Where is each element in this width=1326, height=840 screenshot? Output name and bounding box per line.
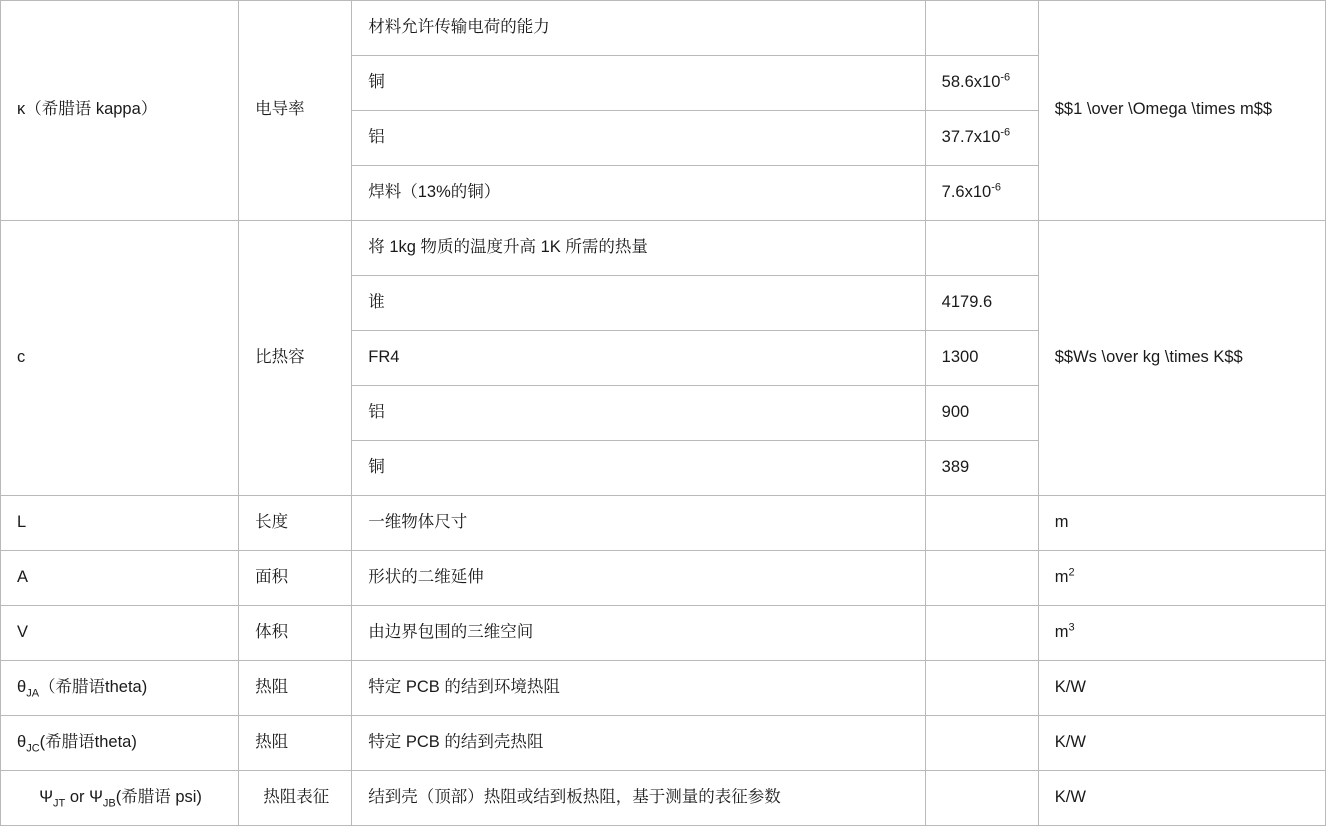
value-text: 1300 bbox=[941, 348, 979, 367]
symbol-cell bbox=[1, 496, 239, 551]
value-text bbox=[926, 168, 1038, 217]
symbol-text: L bbox=[17, 512, 27, 531]
value-base: 58.6x10 bbox=[941, 73, 1001, 92]
value-base: 7.6x10 bbox=[941, 183, 992, 202]
description-cell bbox=[352, 386, 925, 441]
table-row bbox=[1, 496, 1326, 551]
value-text: 389 bbox=[941, 458, 970, 477]
value-cell bbox=[925, 331, 1038, 386]
description-text: 铜 bbox=[368, 73, 385, 92]
name-text: 体积 bbox=[255, 622, 289, 641]
description-cell bbox=[352, 166, 925, 221]
value-text bbox=[926, 730, 1038, 756]
description-cell bbox=[352, 771, 925, 826]
table-row bbox=[1, 661, 1326, 716]
name-text: 比热容 bbox=[255, 347, 305, 366]
unit-text bbox=[1039, 609, 1325, 657]
description-text: 一维物体尺寸 bbox=[368, 513, 468, 532]
description-text: 材料允许传输电荷的能力 bbox=[368, 18, 550, 37]
value-cell bbox=[925, 56, 1038, 111]
description-text: 铝 bbox=[368, 128, 385, 147]
table-row bbox=[1, 1, 1326, 56]
value-text bbox=[926, 15, 1038, 41]
table-row bbox=[1, 606, 1326, 661]
symbol-cell bbox=[1, 661, 239, 716]
symbol-text bbox=[1, 719, 238, 767]
value-cell bbox=[925, 716, 1038, 771]
value-text: 900 bbox=[941, 403, 970, 422]
description-text: 由边界包围的三维空间 bbox=[368, 623, 534, 642]
symbol-text bbox=[1, 664, 238, 712]
name-cell bbox=[239, 661, 352, 716]
table-row bbox=[1, 716, 1326, 771]
description-cell bbox=[352, 56, 925, 111]
unit-cell bbox=[1038, 1, 1325, 221]
description-text: 谁 bbox=[368, 293, 385, 312]
table-row bbox=[1, 221, 1326, 276]
name-text: 热阻表征 bbox=[263, 787, 330, 806]
symbol-suffix: (希腊语theta) bbox=[39, 732, 137, 751]
unit-base: m bbox=[1054, 622, 1069, 641]
name-text: 面积 bbox=[255, 567, 289, 586]
name-cell bbox=[239, 1, 352, 221]
description-cell bbox=[352, 551, 925, 606]
value-text bbox=[926, 113, 1038, 162]
symbol-cell bbox=[1, 221, 239, 496]
value-text bbox=[926, 785, 1038, 811]
unit-line-1: $$1 \over \Omega \times bbox=[1054, 100, 1236, 119]
value-cell bbox=[925, 496, 1038, 551]
description-cell bbox=[352, 716, 925, 771]
description-cell bbox=[352, 111, 925, 166]
description-text: 结到壳（顶部）热阻或结到板热阻，基于测量的表征参数 bbox=[368, 788, 781, 807]
value-cell bbox=[925, 441, 1038, 496]
unit-base: K/W bbox=[1054, 787, 1086, 806]
description-cell bbox=[352, 1, 925, 56]
name-cell bbox=[239, 551, 352, 606]
unit-cell bbox=[1038, 771, 1325, 826]
value-cell bbox=[925, 111, 1038, 166]
unit-exponent: 2 bbox=[1068, 566, 1075, 579]
symbol-cell bbox=[1, 716, 239, 771]
symbol-text: A bbox=[17, 567, 29, 586]
value-text bbox=[926, 510, 1038, 536]
unit-exponent: 3 bbox=[1068, 621, 1075, 634]
symbol-cell bbox=[1, 551, 239, 606]
value-cell bbox=[925, 221, 1038, 276]
description-text: 特定 PCB 的结到环境热阻 bbox=[368, 678, 560, 697]
description-cell bbox=[352, 276, 925, 331]
description-cell bbox=[352, 496, 925, 551]
unit-base: K/W bbox=[1054, 677, 1086, 696]
value-text bbox=[926, 565, 1038, 591]
value-cell bbox=[925, 166, 1038, 221]
symbol-base: Ψ bbox=[39, 787, 54, 806]
symbol-cell bbox=[1, 771, 239, 826]
unit-cell bbox=[1038, 551, 1325, 606]
table-row bbox=[1, 551, 1326, 606]
name-cell bbox=[239, 771, 352, 826]
value-cell bbox=[925, 551, 1038, 606]
value-cell bbox=[925, 1, 1038, 56]
name-text: 电导率 bbox=[255, 100, 305, 119]
symbol-base: θ bbox=[17, 732, 27, 751]
symbol-text: c bbox=[17, 347, 26, 366]
symbol-cell bbox=[1, 1, 239, 221]
description-cell bbox=[352, 606, 925, 661]
unit-base: m bbox=[1054, 567, 1069, 586]
value-exponent: -6 bbox=[991, 181, 1001, 194]
description-text: 将 1kg 物质的温度升高 1K 所需的热量 bbox=[368, 238, 648, 257]
unit-cell bbox=[1038, 661, 1325, 716]
description-cell bbox=[352, 221, 925, 276]
description-text: FR4 bbox=[368, 348, 400, 367]
symbol-subscript: JT bbox=[53, 797, 66, 810]
description-text: 铜 bbox=[368, 458, 385, 477]
symbol-subscript-2: JB bbox=[102, 797, 116, 810]
symbol-base: θ bbox=[17, 677, 27, 696]
name-text: 热阻 bbox=[255, 677, 289, 696]
unit-cell bbox=[1038, 716, 1325, 771]
unit-text bbox=[1039, 554, 1325, 602]
value-cell bbox=[925, 386, 1038, 441]
value-text bbox=[926, 58, 1038, 107]
name-cell bbox=[239, 606, 352, 661]
value-text bbox=[926, 620, 1038, 646]
value-text: 4179.6 bbox=[941, 293, 993, 312]
unit-line-2: m$$ bbox=[1240, 100, 1273, 119]
symbol-text: κ（希腊语 kappa） bbox=[17, 100, 158, 119]
value-exponent: -6 bbox=[1000, 71, 1011, 84]
description-cell bbox=[352, 331, 925, 386]
value-text bbox=[926, 235, 1038, 261]
unit-text bbox=[1039, 86, 1325, 134]
symbol-middle: or Ψ bbox=[65, 787, 103, 806]
symbol-text: V bbox=[17, 622, 29, 641]
name-text: 长度 bbox=[255, 512, 289, 531]
unit-text bbox=[1039, 664, 1325, 712]
unit-cell bbox=[1038, 606, 1325, 661]
value-cell bbox=[925, 606, 1038, 661]
value-cell bbox=[925, 661, 1038, 716]
value-text bbox=[926, 675, 1038, 701]
symbol-subscript: JC bbox=[26, 742, 40, 755]
unit-base: K/W bbox=[1054, 732, 1086, 751]
symbol-subscript: JA bbox=[26, 687, 40, 700]
name-cell bbox=[239, 496, 352, 551]
description-cell bbox=[352, 661, 925, 716]
unit-cell bbox=[1038, 221, 1325, 496]
description-text: 特定 PCB 的结到壳热阻 bbox=[368, 733, 544, 752]
description-text: 形状的二维延伸 bbox=[368, 568, 484, 587]
symbol-text bbox=[1, 774, 238, 822]
name-cell bbox=[239, 716, 352, 771]
unit-text bbox=[1039, 774, 1325, 822]
description-text: 焊料（13%的铜） bbox=[368, 183, 501, 202]
name-text: 热阻 bbox=[255, 732, 289, 751]
unit-text bbox=[1039, 719, 1325, 767]
unit-cell bbox=[1038, 496, 1325, 551]
symbol-suffix: （希腊语theta) bbox=[39, 677, 148, 696]
value-exponent: -6 bbox=[1000, 126, 1011, 139]
symbol-suffix: (希腊语 psi) bbox=[115, 787, 202, 806]
table-row bbox=[1, 771, 1326, 826]
value-cell bbox=[925, 771, 1038, 826]
unit-base: m bbox=[1054, 512, 1069, 531]
unit-text: $$Ws \over kg \times K$$ bbox=[1054, 347, 1243, 366]
value-base: 37.7x10 bbox=[941, 128, 1001, 147]
description-text: 铝 bbox=[368, 403, 385, 422]
unit-text bbox=[1039, 499, 1325, 547]
value-cell bbox=[925, 276, 1038, 331]
name-cell bbox=[239, 221, 352, 496]
description-cell bbox=[352, 441, 925, 496]
symbol-cell bbox=[1, 606, 239, 661]
